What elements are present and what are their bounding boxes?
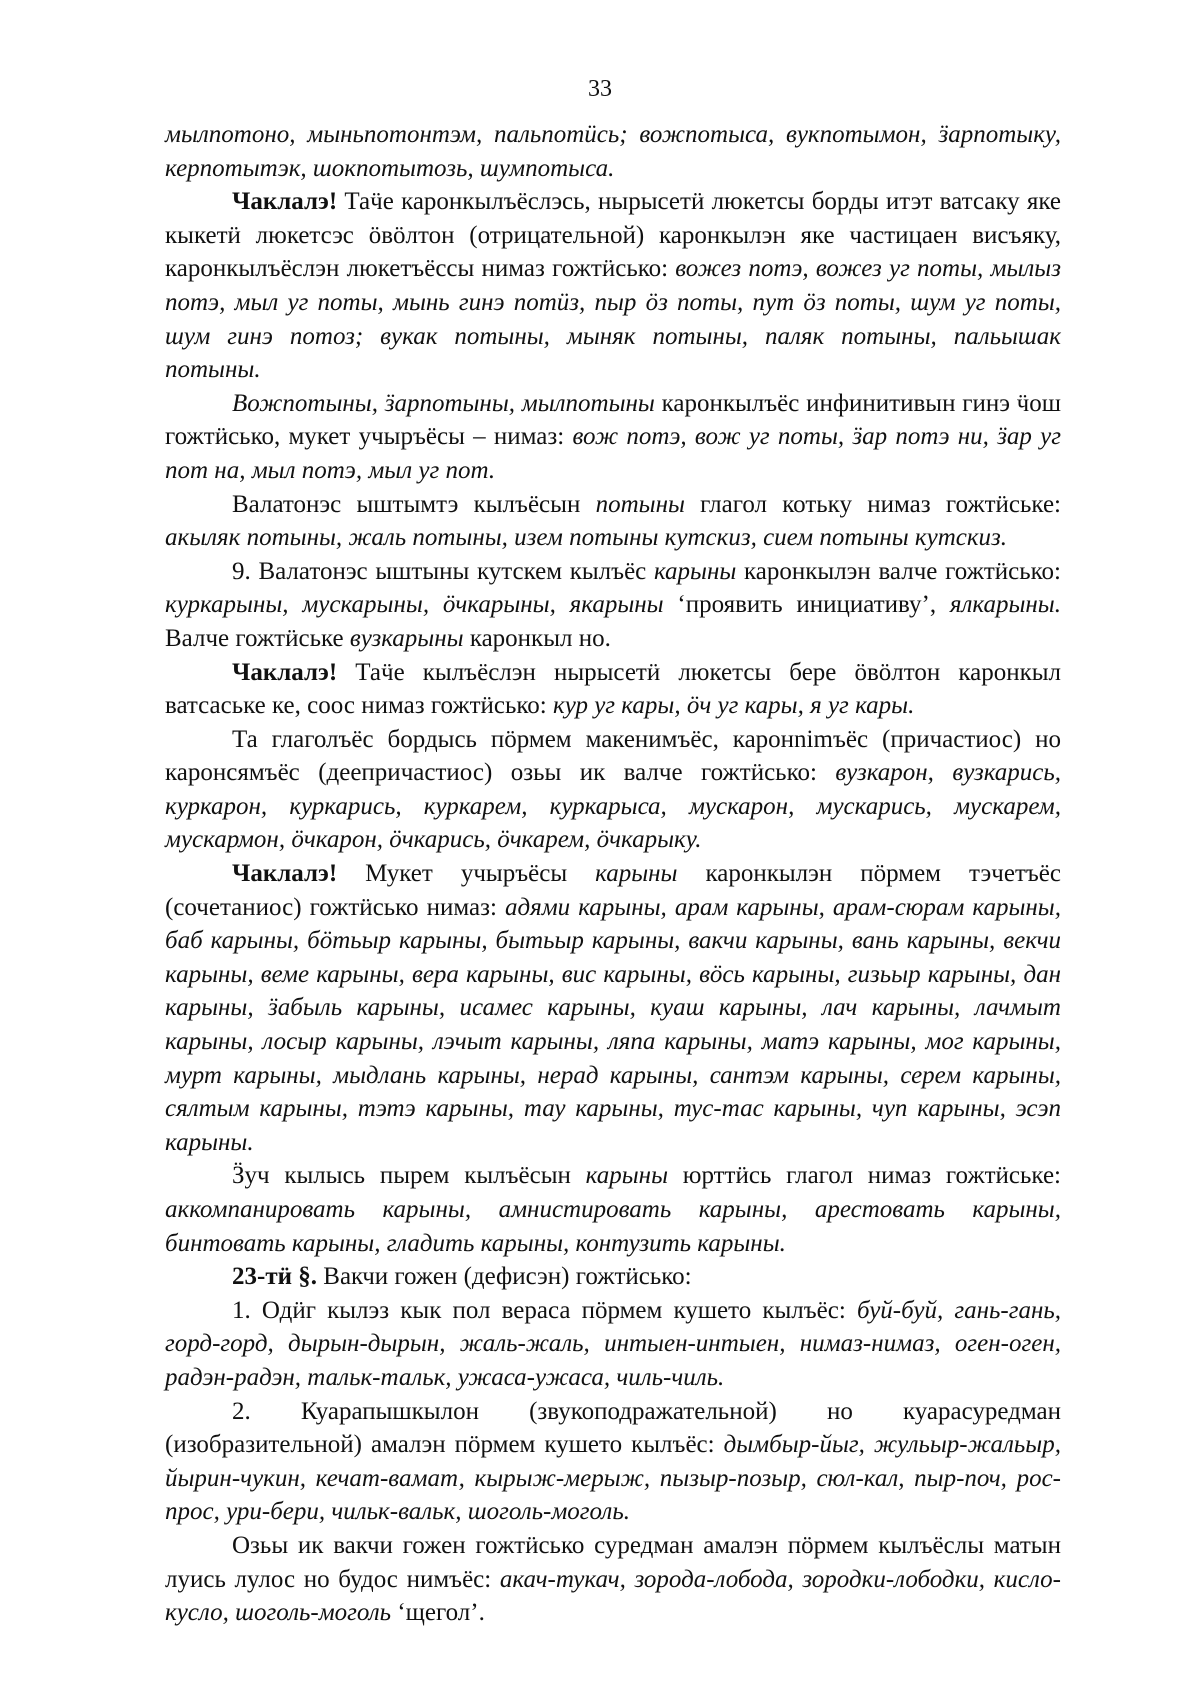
example-text: буй-буй, гань-гань, горд-горд, дырын-дырын, жаль-жаль, интыен-интыен, нимаз-нимаз, оген-оген, радэн-радэн, тальк-тальк, ужаса-ужаса, чиль-чиль. [165,1296,1061,1391]
body-text: Валатонэс ыштымтэ кылъёсын [232,490,596,518]
paragraph-3 [165,387,1061,488]
body-text: Таӵе каронкылъёслэсь, нырысетӥ люкетсы борды итэт ватсаку яке кыкетӥ люкетсэс öвöлтон (отрицательной) каронкылэн яке частицаен висъяку, каронкылъёслэн люкетъёссы нимаз гожтӥсько: [165,188,1061,283]
paragraph-1 [165,118,1061,185]
body-text: 9. Валатонэс ыштыны кутскем кылъёс [232,557,654,585]
paragraph-10 [165,1260,1061,1294]
body-text: каронкылэн валче гожтӥсько: [736,557,1061,585]
paragraph-7 [165,723,1061,857]
body-text: Мукет учыръёсы [337,860,596,888]
body-text: Ӟуч кылысь пырем кылъёсын [232,1162,586,1190]
example-text: карыны [595,860,678,888]
body-text: ‘проявить инициативу’, [663,591,950,619]
example-text: вожез потэ, вожез уг поты, мылыз потэ, мыл уг поты, мынь гинэ потӥз, пыр öз поты, пут öз поты, шум уг поты, шум гинэ потоз; вукак потыны, мыняк потыны, паляк потыны, пальышак потыны. [165,255,1061,384]
example-text: аккомпанировать карыны, амнистировать карыны, арестовать карыны, бинтовать карыны, гладить карыны, контузить карыны. [165,1196,1061,1257]
body-text: каронкылэн пöрмем тэчетъёс (сочетаниос) гожтӥсько нимаз: [165,860,1061,921]
example-text: Вожпотыны, ӟарпотыны, мылпотыны [232,389,655,417]
paragraph-13 [165,1529,1061,1630]
emphasis-text: Чаклалэ! [232,188,338,216]
body-text: Таӵе кылъёслэн нырысетӥ люкетсы бере öвöлтон каронкыл ватсаське ке, соос нимаз гожтӥсько: [165,658,1061,720]
body-text: юрттӥсь глагол нимаз гожтӥське: [668,1162,1061,1190]
paragraph-5 [165,555,1061,656]
example-text: дымбыр-йыг, жульыр-жальыр, йырин-чукин, кечат-вамат, кырыж-мерыж, пызыр-позыр, сюл-кал, пыр-поч, рос-прос, ури-бери, чильк-вальк, шоголь-моголь. [165,1431,1061,1526]
page-body [165,118,1061,1630]
body-text: каронкылъёс инфинитивын гинэ ӵош гожтӥсько, мукет учыръёсы – нимаз: [165,389,1061,451]
example-text: мылпотоно, мыньпотонтэм, пальпотӥсь; вожпотыса, вукпотымон, ӟарпотыку, керпотытэк, шокпотытозь, шумпотыса. [165,121,1061,182]
paragraph-2 [165,185,1061,387]
example-text: вож потэ, вож уг поты, ӟар потэ ни, ӟар уг пот на, мыл потэ, мыл уг пот. [165,423,1061,484]
page-number: 33 [588,76,612,102]
paragraph-12 [165,1395,1061,1529]
body-text: ‘щегол’. [391,1599,485,1627]
body-text: 1. Одӥг кылэз кык пол вераса пöрмем кушето кылъёс: [232,1296,857,1324]
body-text: Вакчи гожен (дефисэн) гожтӥсько: [317,1263,692,1291]
example-text: карыны [653,557,737,585]
body-text: Валче гожтӥське [165,624,350,652]
paragraph-6 [165,656,1061,723]
example-text: потыны [595,490,685,518]
body-text: глагол котьку нимаз гожтӥське: [684,490,1061,518]
example-text: кур уг кары, öч уг кары, я уг кары. [553,692,915,720]
body-text: Озьы ик вакчи гожен гожтӥсько суредман амалэн пöрмем кылъёслы матын луись лулос но будос нимъёс: [165,1531,1061,1593]
emphasis-text: Чаклалэ! [232,658,338,686]
paragraph-4 [165,488,1061,555]
emphasis-text: Чаклалэ! [232,860,338,888]
example-text: акыляк потыны, жаль потыны, изем потыны кутскиз, сием потыны кутскиз. [165,524,1008,552]
body-text: Та глаголъёс бордысь пöрмем макенимъёс, каронnimъёс (причастиос) но каронсямъёс (деепричастиос) озьы ик валче гожтӥсько: [165,725,1061,787]
example-text: карыны [585,1162,669,1190]
example-text: вузкарыны [349,624,464,652]
example-text: адями карыны, арам карыны, арам-сюрам карыны, баб карыны, бöтьыр карыны, бытьыр карыны, вакчи карыны, вань карыны, векчи карыны, веме карыны, вера карыны, вис карыны, вöсь карыны, гизьыр карыны, дан карыны, ӟабыль карыны, исамес карыны, куаш карыны, лач карыны, лачмыт карыны, лосыр карыны, лэчыт карыны, ляпа карыны, матэ карыны, мог карыны, мурт карыны, мыдлань карыны, нерад карыны, сантэм карыны, серем карыны, сялтым карыны, тэтэ карыны, тау карыны, тус-тас карыны, чуп карыны, эсэп карыны. [165,893,1061,1156]
paragraph-8 [165,857,1061,1159]
paragraph-11 [165,1294,1061,1395]
example-text: вузкарон, вузкарись, куркарон, куркарись, куркарем, куркарыса, мускарон, мускарись, мускарем, мускармон, öчкарон, öчкарись, öчкарем, öчкарыку. [165,759,1062,854]
body-text: каронкыл но. [463,624,611,652]
example-text: ялкарыны. [949,591,1061,619]
example-text: куркарыны, мускарыны, öчкарыны, якарыны [165,591,664,619]
example-text: акач-тукач, зорода-лобода, зородки-лободки, кисло-кусло, шоголь-моголь [165,1565,1062,1627]
body-text: 2. Куарапышкылон (звукоподражательной) но куарасуредман (изобразительной) амалэн пöрмем кушето кылъёс: [165,1397,1061,1459]
emphasis-text: 23-тӥ §. [232,1263,318,1291]
paragraph-9 [165,1159,1061,1260]
